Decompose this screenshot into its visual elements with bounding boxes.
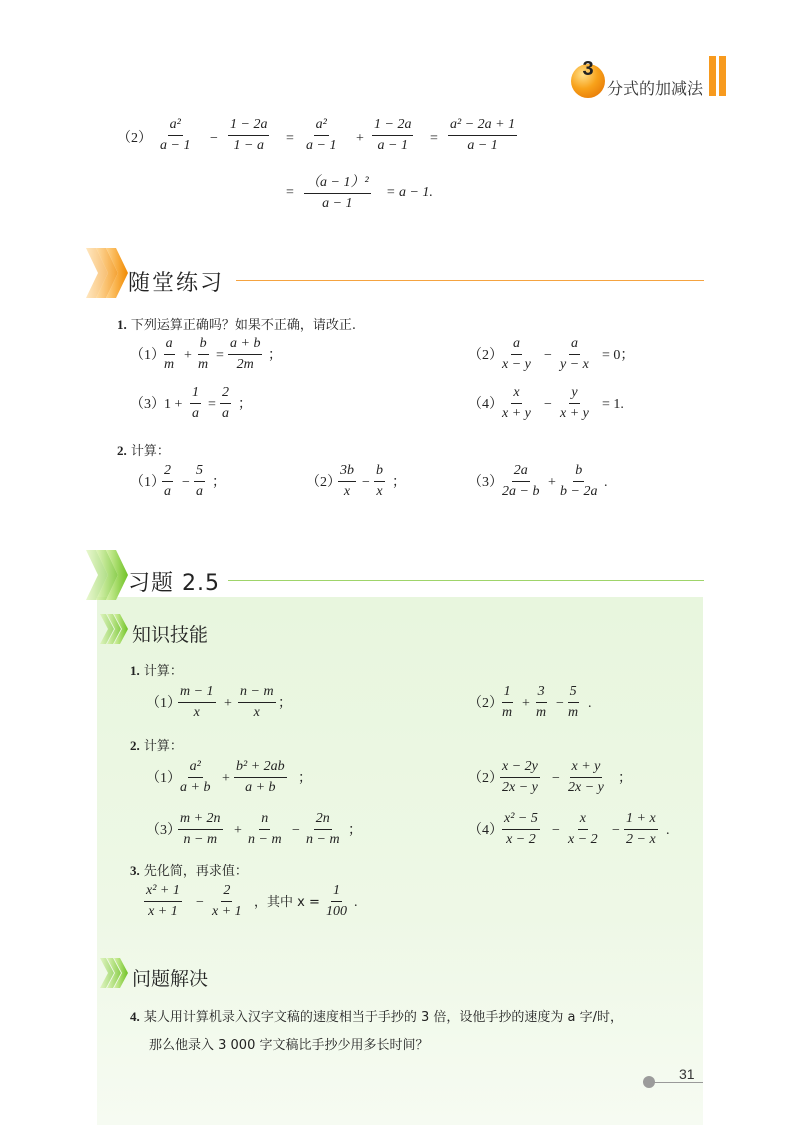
punctuation: . — [354, 895, 358, 910]
math-fraction: $\frac{y}{x + y}$ — [560, 385, 589, 421]
math-fraction: $\frac{2}{a}$ — [164, 463, 171, 499]
exercise-question-2: 2. 计算： — [130, 738, 183, 754]
math-operator: = — [208, 397, 216, 412]
math-fraction: $\frac{a}{y - x}$ — [560, 336, 589, 372]
math-fraction: $\frac{x}{x - 2}$ — [568, 811, 598, 847]
math-operator: − — [612, 823, 620, 838]
section-divider — [236, 280, 704, 281]
math-operator: + — [548, 475, 556, 490]
page-number-line — [653, 1082, 703, 1083]
math-fraction: $\frac{1}{m}$ — [502, 684, 513, 720]
section-header-title: 分式的加减法 — [607, 79, 704, 98]
math-result: = a − 1. — [386, 185, 433, 200]
math-operator: − — [210, 131, 218, 146]
problem-title: 问题解决 — [132, 968, 209, 990]
punctuation: ； — [212, 475, 226, 490]
punctuation: ； — [298, 771, 312, 786]
punctuation: ； — [268, 348, 282, 363]
header-bar-decoration — [709, 56, 716, 96]
math-fraction: $\frac{\text{（a − 1）²}}{a - 1}$ — [304, 171, 371, 212]
punctuation: . — [604, 475, 608, 490]
math-operator: + — [234, 823, 242, 838]
item-label: （2） — [306, 475, 341, 490]
item-label: （2） — [468, 348, 503, 363]
math-operator: − — [544, 397, 552, 412]
punctuation: ； — [348, 823, 362, 838]
math-operator: − — [556, 696, 564, 711]
math-result: = 0； — [602, 348, 635, 363]
math-fraction: $\frac{\text{x² − 5}}{x - 2}$ — [504, 811, 538, 847]
math-operator: + — [356, 131, 364, 146]
item-label: （1） — [130, 348, 165, 363]
punctuation: ； — [392, 475, 406, 490]
math-fraction: $\frac{2}{x + 1}$ — [212, 883, 242, 919]
item-label: （1） — [130, 475, 165, 490]
math-fraction: $\frac{5}{m}$ — [568, 684, 579, 720]
math-fraction: $\frac{m + 2n}{n - m}$ — [180, 811, 221, 847]
chevron-small-icon — [100, 958, 130, 988]
math-operator: = — [286, 131, 294, 146]
math-fraction: $\frac{x}{x + y}$ — [502, 385, 531, 421]
math-operator: + — [224, 696, 232, 711]
math-fraction: $\frac{n}{n - m}$ — [248, 811, 282, 847]
exercise-title: 习题 2.5 — [128, 571, 220, 596]
math-fraction: $\frac{2}{a}$ — [222, 385, 229, 421]
section-divider — [228, 580, 704, 581]
example-label: （2） — [117, 131, 152, 146]
math-operator: − — [182, 475, 190, 490]
item-label: （3） — [146, 823, 181, 838]
math-fraction: $\frac{n - m}{x}$ — [240, 684, 274, 720]
punctuation: . — [588, 696, 592, 711]
item-label: （4） — [468, 823, 503, 838]
math-operator: − — [362, 475, 370, 490]
math-operator: − — [196, 895, 204, 910]
math-fraction: $\frac{2n}{n - m}$ — [306, 811, 340, 847]
math-fraction: $\frac{1 - 2a}{a - 1}$ — [374, 117, 412, 153]
math-operator: − — [292, 823, 300, 838]
exercise-question-3: 3. 先化简，再求值： — [130, 863, 248, 879]
math-fraction: $\frac{x + y}{2x - y}$ — [568, 759, 604, 795]
punctuation: ； — [618, 771, 632, 786]
math-fraction: $\frac{\text{a²}}{a - 1}$ — [160, 117, 191, 153]
exercise-question-4-line2: 那么他录入 3 000 字文稿比手抄少用多长时间？ — [149, 1038, 429, 1053]
math-fraction: $\frac{\text{b² + 2ab}}{a + b}$ — [236, 759, 285, 795]
item-label: （2） — [468, 696, 503, 711]
math-fraction: $\frac{b}{b - 2a}$ — [560, 463, 598, 499]
condition-text: ，其中 x = — [254, 895, 320, 910]
punctuation: . — [666, 823, 670, 838]
math-fraction: $\frac{1 - 2a}{1 - a}$ — [230, 117, 268, 153]
math-operator: + — [222, 771, 230, 786]
math-fraction: $\frac{m - 1}{x}$ — [180, 684, 214, 720]
math-operator: = — [286, 185, 294, 200]
math-fraction: $\frac{b}{m}$ — [198, 336, 209, 372]
math-fraction: $\frac{1}{a}$ — [192, 385, 199, 421]
math-fraction: $\frac{b}{x}$ — [376, 463, 383, 499]
math-operator: = — [430, 131, 438, 146]
item-label: （2） — [468, 771, 503, 786]
math-result: = 1. — [602, 397, 624, 412]
item-label: （3） — [468, 475, 503, 490]
chevron-orange-icon — [86, 248, 130, 298]
math-operator: − — [544, 348, 552, 363]
practice-title: 随堂练习 — [128, 271, 225, 296]
math-fraction: $\frac{x - 2y}{2x - y}$ — [502, 759, 538, 795]
chapter-number: 3 — [582, 58, 594, 80]
math-fraction: $\frac{\text{a²}}{a + b}$ — [180, 759, 211, 795]
punctuation: ； — [238, 397, 252, 412]
skills-title: 知识技能 — [132, 624, 209, 646]
math-fraction: $\frac{\text{a² − 2a + 1}}{a - 1}$ — [450, 117, 516, 153]
math-fraction: $\frac{3b}{x}$ — [340, 463, 354, 499]
item-label: （3） — [130, 397, 165, 412]
question-1: 1. 下列运算正确吗？如果不正确，请改正. — [117, 317, 357, 333]
math-operator: + — [184, 348, 192, 363]
item-label: （4） — [468, 397, 503, 412]
math-term: 1 + — [164, 397, 183, 412]
math-fraction: $\frac{a}{m}$ — [164, 336, 175, 372]
item-label: （1） — [146, 696, 181, 711]
math-fraction: $\frac{1 + x}{2 - x}$ — [626, 811, 656, 847]
page-number: 31 — [679, 1066, 695, 1082]
math-fraction: $\frac{5}{a}$ — [196, 463, 203, 499]
math-fraction: $\frac{\text{x² + 1}}{x + 1}$ — [146, 883, 180, 919]
chevron-small-icon — [100, 614, 130, 644]
header-bar-decoration — [719, 56, 726, 96]
punctuation: ； — [278, 696, 292, 711]
math-operator: − — [552, 771, 560, 786]
math-fraction: $\frac{3}{m}$ — [536, 684, 547, 720]
question-2: 2. 计算： — [117, 443, 170, 459]
math-fraction: $\frac{2a}{2a - b}$ — [502, 463, 540, 499]
math-fraction: $\frac{\text{a²}}{a - 1}$ — [306, 117, 337, 153]
item-label: （1） — [146, 771, 181, 786]
math-fraction: $\frac{a + b}{2m}$ — [230, 336, 261, 372]
exercise-question-4: 4. 某人用计算机录入汉字文稿的速度相当于手抄的 3 倍，设他手抄的速度为 a 字/时， — [130, 1009, 624, 1025]
math-operator: + — [522, 696, 530, 711]
math-operator: − — [552, 823, 560, 838]
exercise-question-1: 1. 计算： — [130, 663, 183, 679]
math-fraction: $\frac{1}{100}$ — [326, 883, 347, 919]
chevron-green-icon — [86, 550, 130, 600]
math-operator: = — [216, 348, 224, 363]
math-fraction: $\frac{a}{x - y}$ — [502, 336, 531, 372]
